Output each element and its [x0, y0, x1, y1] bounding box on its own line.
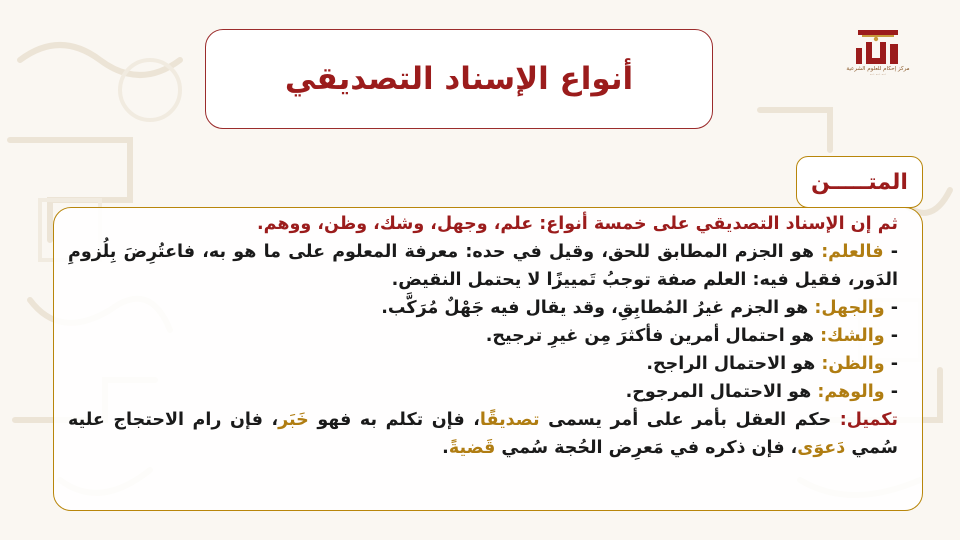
- term-dawa: دَعوَى: [797, 438, 846, 458]
- logo-tagline: ㅡ ㅡ ㅡ: [870, 73, 886, 78]
- takmeel-text-4: ، فإن ذكره في مَعرِض الحُجة سُمي: [495, 438, 798, 458]
- definition-wahm-text: هو الاحتمال المرجوح.: [625, 382, 818, 402]
- intro-text: ثم إن الإسناد التصديقي على خمسة أنواع: علم، وجهل، وشك، وظن، ووهم.: [256, 214, 898, 234]
- definition-ilm-text: هو الجزم المطابق للحق، وقيل في حده: معرفة المعلوم على ما هو به، فاعتُرِضَ بِلُزومِ الدَور، فقيل فيه: العلم صفة توجبُ تَمييزًا لا يحتمل النقيض.: [68, 242, 898, 290]
- content-panel: [53, 207, 923, 511]
- takmeel-text-2: ، فإن تكلم به فهو: [308, 410, 480, 430]
- term-takmeel: تكميل:: [839, 410, 899, 430]
- bullet-dash: -: [884, 326, 898, 346]
- term-shakk: والشك:: [820, 326, 885, 346]
- logo-emblem-icon: [852, 28, 904, 66]
- definition-shakk-text: هو احتمال أمرين فأكثرَ مِن غيرِ ترجيح.: [485, 326, 821, 346]
- intro-line: [68, 210, 898, 238]
- takmeel-paragraph: [68, 406, 898, 462]
- bullet-dash: -: [883, 242, 898, 262]
- takmeel-text-1: حكم العقل بأمر على أمر يسمى: [539, 410, 840, 430]
- slide-title-box: [205, 29, 713, 129]
- takmeel-text-5: .: [442, 438, 449, 458]
- section-tab-matn: المتـــــن: [796, 156, 923, 208]
- definition-jahl: [68, 294, 898, 322]
- definition-shakk: [68, 322, 898, 350]
- brand-logo: [846, 28, 910, 94]
- slide-title: أنواع الإسناد التصديقي: [284, 61, 634, 97]
- term-qadiyya: قَضيةً: [448, 438, 496, 458]
- definition-ilm: [68, 238, 898, 294]
- bullet-dash: -: [884, 354, 898, 374]
- bullet-dash: -: [884, 298, 898, 318]
- term-ilm: فالعلم:: [821, 242, 884, 262]
- term-khabar: خَبَر: [278, 410, 309, 430]
- takmeel-text-3: ، فإن رام الاحتجاج عليه سُمي: [68, 410, 898, 458]
- definition-wahm: [68, 378, 898, 406]
- definition-zann: [68, 350, 898, 378]
- definition-zann-text: هو الاحتمال الراجح.: [646, 354, 822, 374]
- term-wahm: والوهم:: [817, 382, 885, 402]
- logo-subtitle: مركز إحكام للعلوم الشرعية: [846, 66, 910, 72]
- term-tasdeeq: تصديقًا: [479, 410, 540, 430]
- definition-jahl-text: هو الجزم غيرُ المُطابِقِ، وقد يقال فيه جَهْلٌ مُرَكَّب.: [381, 298, 815, 318]
- term-zann: والظن:: [821, 354, 885, 374]
- bullet-dash: -: [884, 382, 898, 402]
- term-jahl: والجهل:: [814, 298, 885, 318]
